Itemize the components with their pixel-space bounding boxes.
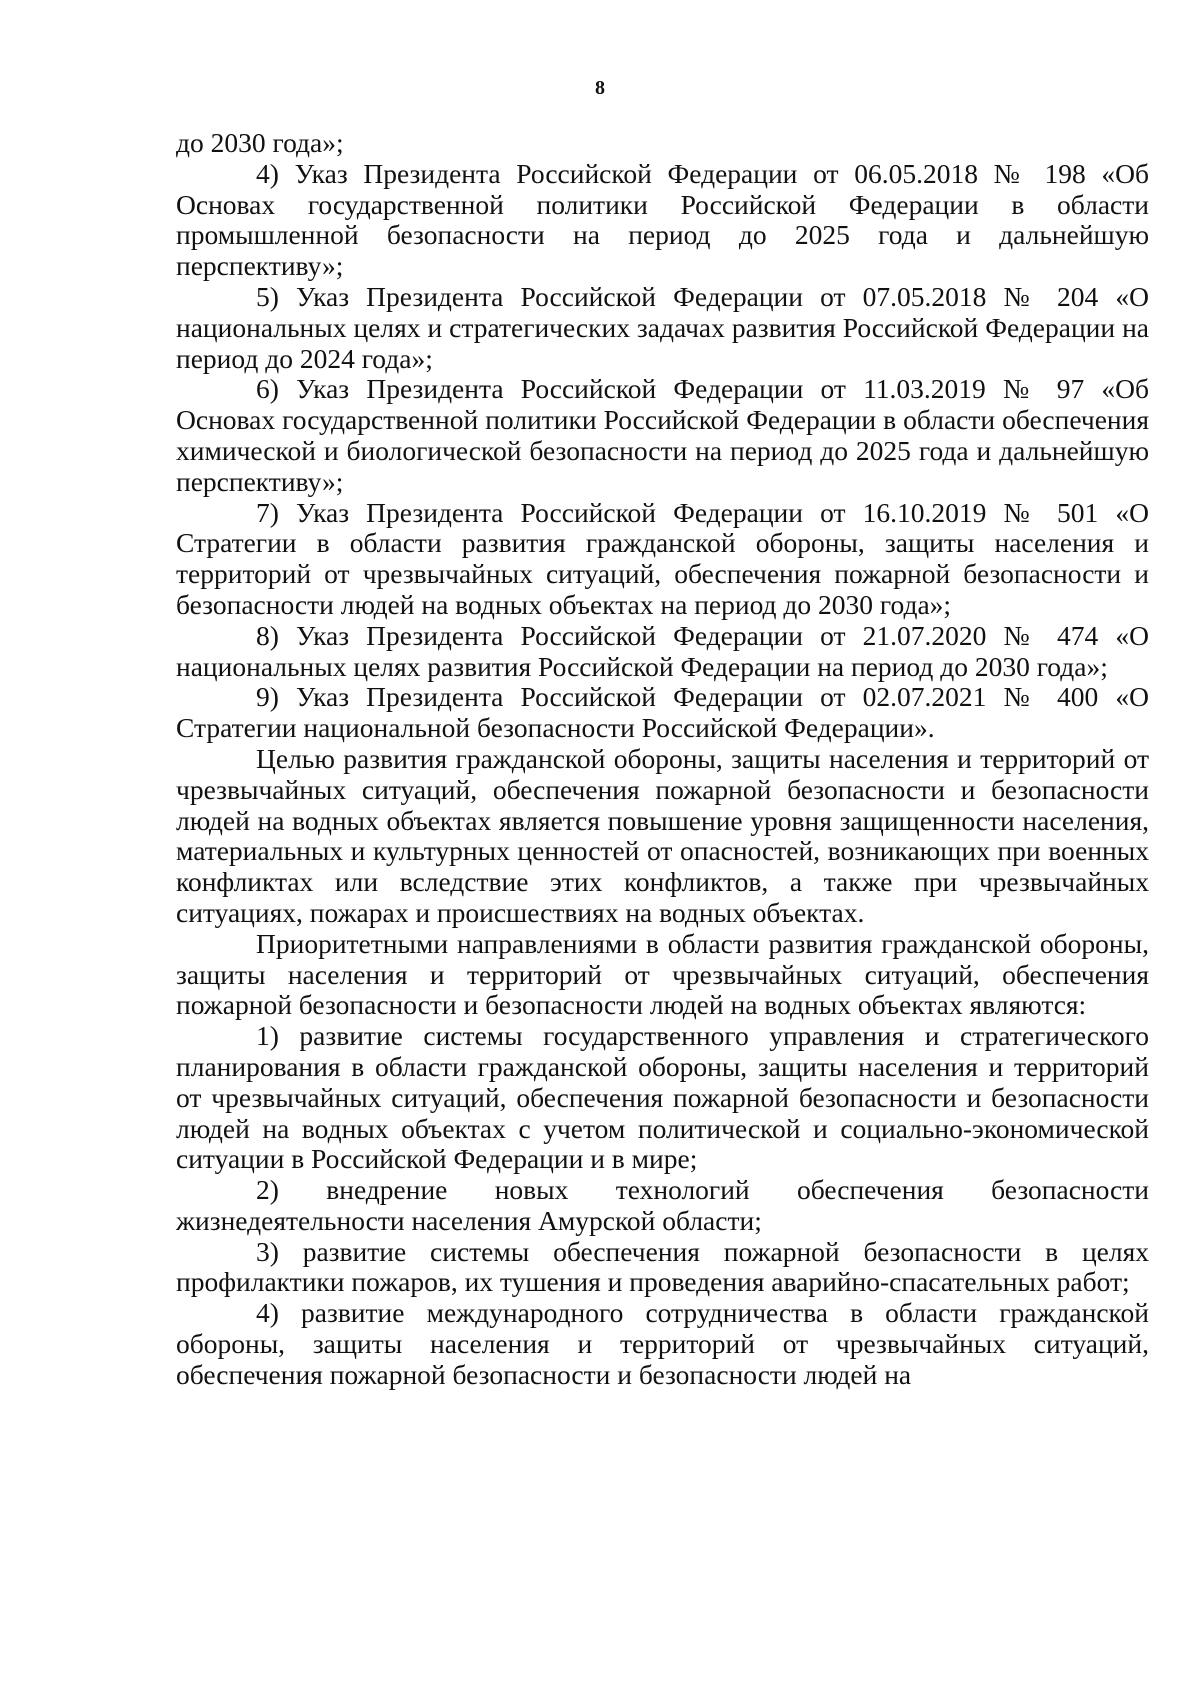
paragraph-priority-1: 1) развитие системы государственного управления и стратегического планирования в области гражданской обороны, защиты населения и территорий от чрезвычайных ситуаций, обеспечения пожарной безопасности и безопасности людей на водных объектах с учетом политической и социально-экономической ситуации в Российской Федерации и в мире; bbox=[176, 1020, 1149, 1175]
page-number: 8 bbox=[595, 77, 605, 99]
paragraph-continuation: до 2030 года»; bbox=[176, 127, 344, 158]
paragraph-decree-8: 8) Указ Президента Российской Федерации от 21.07.2020 № 474 «О национальных целях развития Российской Федерации на период до 2030 года»; bbox=[176, 619, 1149, 682]
paragraph-decree-4: 4) Указ Президента Российской Федерации от 06.05.2018 № 198 «Об Основах государственной политики Российской Федерации в области промышленной безопасности на период до 2025 года и дальнейшую перспективу»; bbox=[176, 157, 1149, 282]
paragraph-goal: Целью развития гражданской обороны, защиты населения и территорий от чрезвычайных ситуаций, обеспечения пожарной безопасности и безопасности людей на водных объектах является повышение уровня защищенности населения, материальных и культурных ценностей от опасностей, возникающих при военных конфликтах или вследствие этих конфликтов, а также при чрезвычайных ситуациях, пожарах и происшествиях на водных объектах. bbox=[176, 742, 1149, 928]
paragraph-decree-9: 9) Указ Президента Российской Федерации от 02.07.2021 № 400 «О Стратегии национальной безопасности Российской Федерации». bbox=[176, 681, 1149, 744]
paragraph-priority-4: 4) развитие международного сотрудничества в области гражданской обороны, защиты населения и территорий от чрезвычайных ситуаций, обеспечения пожарной безопасности и безопасности людей на bbox=[176, 1297, 1149, 1390]
paragraph-priorities-intro: Приоритетными направлениями в области развития гражданской обороны, защиты населения и территорий от чрезвычайных ситуаций, обеспечения пожарной безопасности и безопасности людей на водных объектах являются: bbox=[176, 927, 1149, 1021]
paragraph-decree-6: 6) Указ Президента Российской Федерации от 11.03.2019 № 97 «Об Основах государственной политики Российской Федерации в области обеспечения химической и биологической безопасности на период до 2025 года и дальнейшую перспективу»; bbox=[176, 373, 1149, 497]
paragraph-decree-5: 5) Указ Президента Российской Федерации от 07.05.2018 № 204 «О национальных целях и стратегических задачах развития Российской Федерации на период до 2024 года»; bbox=[176, 280, 1149, 374]
paragraph-priority-2: 2) внедрение новых технологий обеспечения безопасности жизнедеятельности населения Амурской области; bbox=[176, 1174, 1149, 1236]
paragraph-priority-3: 3) развитие системы обеспечения пожарной безопасности в целях профилактики пожаров, их тушения и проведения аварийно-спасательных работ; bbox=[176, 1235, 1149, 1298]
paragraph-decree-7: 7) Указ Президента Российской Федерации от 16.10.2019 № 501 «О Стратегии в области развития гражданской обороны, защиты населения и территорий от чрезвычайных ситуаций, обеспечения пожарной безопасности и безопасности людей на водных объектах на период до 2030 года»; bbox=[176, 496, 1149, 620]
document-body bbox=[176, 128, 1149, 1391]
